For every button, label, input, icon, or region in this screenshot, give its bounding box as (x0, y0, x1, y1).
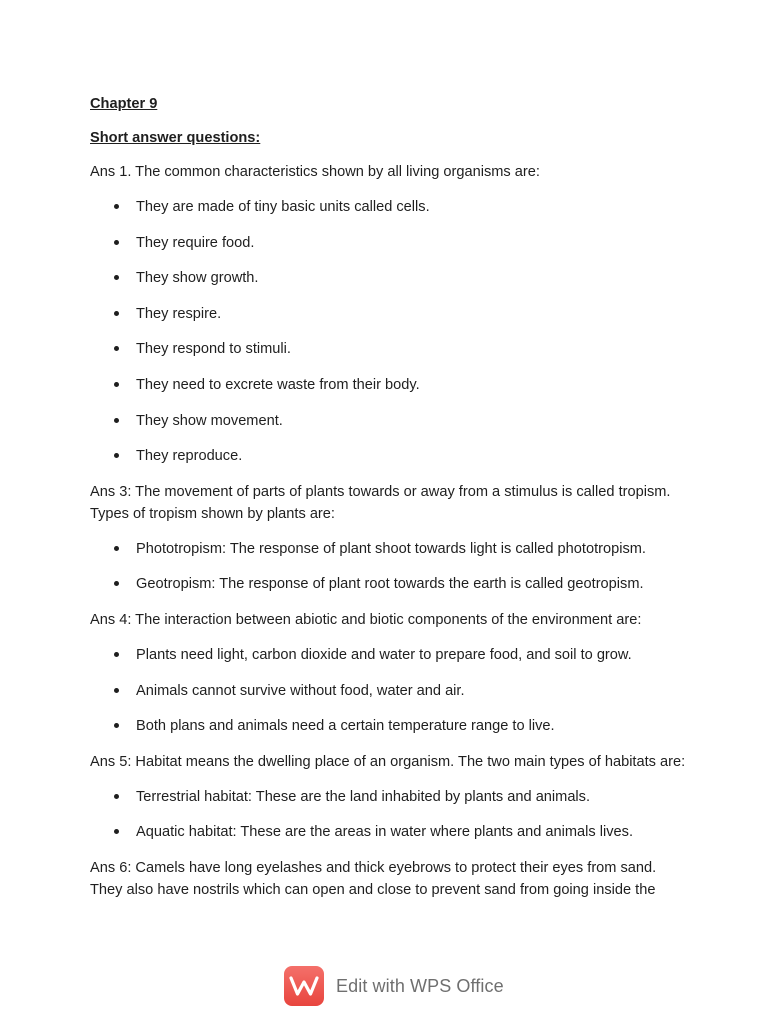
list-item (90, 374, 690, 396)
bullet-icon (114, 829, 119, 834)
list-item-text: They require food. (136, 234, 255, 251)
wps-w-mark-icon (289, 975, 319, 997)
bullet-icon (114, 546, 119, 551)
answer-paragraph: Ans 3: The movement of parts of plants towards or away from a stimulus is called tropism. Types of tropism shown by plants are: (90, 483, 671, 522)
bullet-icon (114, 581, 119, 586)
list-item (90, 573, 690, 595)
wps-office-logo-icon (284, 966, 324, 1006)
answer-paragraph: Ans 4: The interaction between abiotic and biotic components of the environment are: (90, 611, 642, 628)
bullet-icon (114, 418, 119, 423)
list-item (90, 410, 690, 432)
list-item-text: Both plans and animals need a certain temperature range to live. (136, 718, 555, 735)
bullet-icon (114, 688, 119, 693)
list-item (90, 445, 690, 467)
list-item (90, 786, 690, 808)
list-item-text: They respire. (136, 305, 222, 322)
list-item-text: They show movement. (136, 412, 283, 429)
bullet-list (90, 644, 690, 737)
list-item (90, 267, 690, 289)
wps-edit-banner[interactable] (284, 964, 504, 1008)
bullet-icon (114, 204, 119, 209)
answer-paragraph: Ans 5: Habitat means the dwelling place of an organism. The two main types of habitats are: (90, 753, 686, 770)
bullet-icon (114, 794, 119, 799)
bullet-list (90, 538, 690, 596)
list-item-text: They respond to stimuli. (136, 341, 291, 358)
bullet-icon (114, 723, 119, 728)
answer-paragraph: Ans 1. The common characteristics shown by all living organisms are: (90, 164, 540, 180)
list-item-text: They are made of tiny basic units called cells. (136, 199, 430, 215)
bullet-icon (114, 311, 119, 316)
section-title: Short answer questions: (90, 130, 261, 146)
bullet-icon (114, 240, 119, 245)
bullet-list (90, 786, 690, 844)
wps-edit-label[interactable]: Edit with WPS Office (336, 975, 504, 996)
document-body (90, 93, 690, 914)
list-item-text: They reproduce. (136, 448, 243, 465)
list-item (90, 338, 690, 360)
list-item-text: Terrestrial habitat: These are the land inhabited by plants and animals. (136, 788, 591, 805)
bullet-icon (114, 346, 119, 351)
list-item-text: They need to excrete waste from their body. (136, 376, 420, 393)
list-item-text: Aquatic habitat: These are the areas in water where plants and animals lives. (136, 824, 634, 841)
bullet-icon (114, 453, 119, 458)
list-item-text: Geotropism: The response of plant root towards the earth is called geotropism. (136, 576, 644, 593)
list-item-text: Phototropism: The response of plant shoot towards light is called phototropism. (136, 540, 646, 557)
bullet-list (90, 196, 690, 467)
list-item-text: Animals cannot survive without food, water and air. (136, 682, 465, 699)
list-item (90, 232, 690, 254)
list-item (90, 644, 690, 666)
answer-paragraph: Ans 6: Camels have long eyelashes and thick eyebrows to protect their eyes from sand. They also have nostrils which can open and close to prevent sand from going inside the (90, 859, 657, 898)
list-item (90, 680, 690, 702)
list-item (90, 538, 690, 560)
list-item (90, 196, 690, 218)
list-item (90, 821, 690, 843)
list-item-text: They show growth. (136, 270, 259, 287)
bullet-icon (114, 275, 119, 280)
list-item (90, 715, 690, 737)
list-item-text: Plants need light, carbon dioxide and water to prepare food, and soil to grow. (136, 646, 632, 663)
bullet-icon (114, 382, 119, 387)
chapter-title: Chapter 9 (90, 96, 158, 112)
bullet-icon (114, 652, 119, 657)
list-item (90, 303, 690, 325)
